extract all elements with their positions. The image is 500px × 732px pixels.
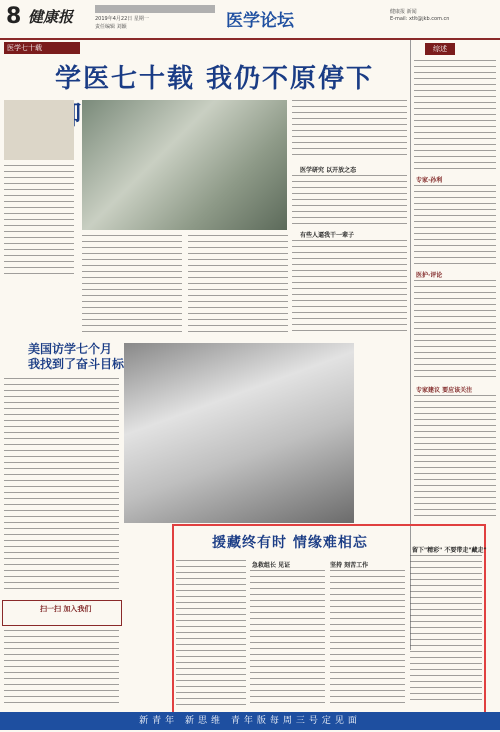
section-title: 医学论坛 <box>226 11 294 31</box>
mid-text-2 <box>188 235 288 335</box>
highlighted-text-col-3 <box>330 570 405 705</box>
right-col-text-3 <box>414 280 496 380</box>
highlighted-text-col-2 <box>250 570 325 705</box>
left-tag: 医学七十载 <box>4 42 80 54</box>
scan-box-title: 扫一扫 加入我们 <box>40 605 92 613</box>
right-col-text-2 <box>414 185 496 265</box>
left-headline-2: 美国访学七个月 我找到了奋斗目标 <box>28 342 125 371</box>
right-mid-text-3 <box>292 240 407 335</box>
highlighted-article-title: 援藏终有时 情缘难相忘 <box>212 535 368 551</box>
mid-subhead-2: 有些人逼我干一辈子 <box>300 232 355 239</box>
highlighted-text-col-1 <box>176 560 246 705</box>
left-article-3-text <box>4 630 119 705</box>
highlighted-subhead-3: 留下"精彩" 不要带走"藏走" <box>412 547 487 554</box>
editor-line: 责任编辑 刘颖 <box>95 24 127 30</box>
left-article-2-text <box>4 378 119 593</box>
header-info-2: E-mail: xtlt@jkb.com.cn <box>390 16 450 22</box>
right-col-text-1 <box>414 60 496 170</box>
date-line: 2019年4月22日 星期一 <box>95 16 149 22</box>
main-headline: 学医七十载 我仍不原停下 <box>55 64 375 94</box>
right-subhead-1: 专家·孙利 <box>416 177 443 184</box>
right-subhead-3: 专家建议 要应该关注 <box>416 387 473 394</box>
newspaper-name: 健康报 <box>28 8 74 26</box>
right-mid-text-1 <box>292 100 407 160</box>
mid-subhead-1: 医学研究 以开放之态 <box>300 167 357 174</box>
page-footer: 新青年 新思维 青年版每周三号定见面 <box>0 712 500 730</box>
training-photo <box>124 343 354 523</box>
page-number: 8 <box>6 4 22 29</box>
right-col-text-4 <box>414 395 496 520</box>
right-subhead-2: 医护·评论 <box>416 272 443 279</box>
portrait-photo <box>4 100 74 160</box>
highlighted-subhead-2: 坚持 刻苦工作 <box>330 562 369 569</box>
right-tag: 综述 <box>425 43 455 55</box>
highlighted-text-col-4 <box>410 555 482 705</box>
header-bar <box>95 5 215 13</box>
right-mid-text-2 <box>292 175 407 225</box>
left-column-text <box>4 165 74 275</box>
group-photo <box>82 100 287 230</box>
header-info-1: 健康报 新闻 <box>390 9 417 15</box>
mid-text-1 <box>82 235 182 335</box>
highlighted-subhead-1: 急救组长 见证 <box>252 562 291 569</box>
